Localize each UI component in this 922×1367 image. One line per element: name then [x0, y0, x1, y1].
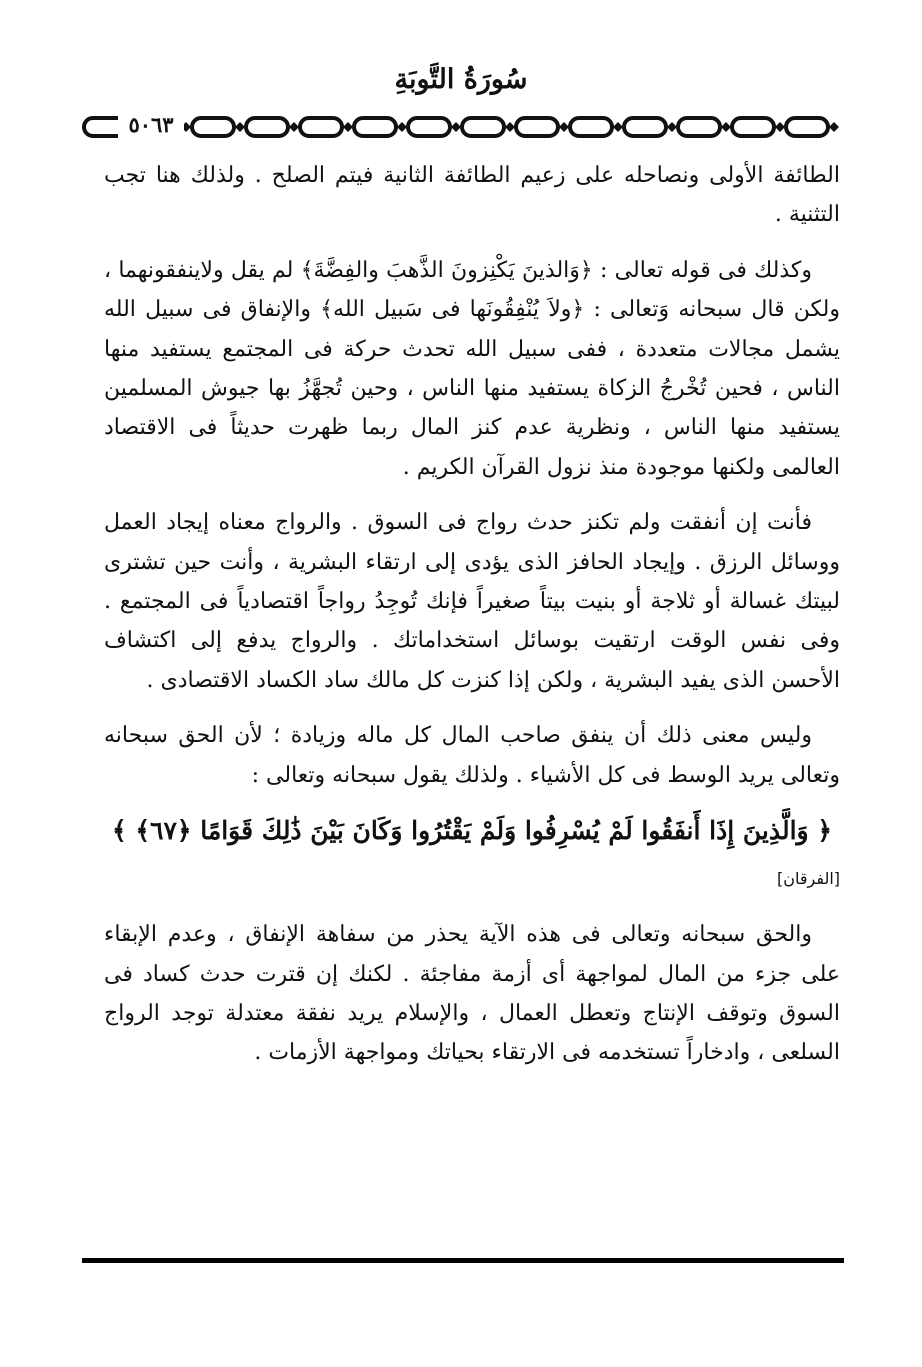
- ornament-diamond: [289, 122, 299, 132]
- ornament-diamond: [505, 122, 515, 132]
- ornament-diamond: [343, 122, 353, 132]
- paragraph-4: وليس معنى ذلك أن ينفق صاحب المال كل ماله وزيادة ؛ لأن الحق سبحانه وتعالى يريد الوسط فى كل الأشياء . ولذلك يقول سبحانه وتعالى :: [104, 723, 840, 788]
- paragraph-1: الطائفة الأولى ونصاحله على زعيم الطائفة الثانية فيتم الصلح . ولذلك هنا تجب التثنية .: [104, 163, 840, 228]
- ornament-diamond: [667, 122, 677, 132]
- footer-rule: [82, 1258, 844, 1263]
- ornament-link: [192, 118, 234, 136]
- ornament-diamond: [451, 122, 461, 132]
- ornament-link: [732, 118, 774, 136]
- ornamental-border: [82, 112, 844, 142]
- ornament-link: [354, 118, 396, 136]
- ornament-diamond: [613, 122, 623, 132]
- ornament-diamond: [829, 122, 839, 132]
- ornament-link: [570, 118, 612, 136]
- ornament-link: [300, 118, 342, 136]
- ornament-diamond: [559, 122, 569, 132]
- quran-verse: ﴿ وَالَّذِينَ إِذَا أَنفَقُوا لَمْ يُسْرِفُوا وَلَمْ يَقْتُرُوا وَكَانَ بَيْنَ ذَٰلِكَ قَوَامًا ﴿٦٧﴾ ﴾: [112, 816, 832, 846]
- ornament-link: [516, 118, 558, 136]
- verse-source: [الفرقان]: [777, 869, 840, 889]
- ornament-link: [678, 118, 720, 136]
- paragraph-5: والحق سبحانه وتعالى فى هذه الآية يحذر من سفاهة الإنفاق ، وعدم الإبقاء على جزء من المال لمواجهة أى أزمة مفاجئة . لكنك إن قترت حدث كساد فى السوق وتوقف الإنتاج وتعطل العمال ، والإسلام يريد نفقة معتدلة توجد الرواج السلعى ، وادخاراً تستخدمه فى الارتقاء بحياتك ومواجهة الأزمات .: [104, 922, 840, 1066]
- ornament-diamond: [721, 122, 731, 132]
- ornament-chain-icon: [82, 112, 844, 142]
- page-number: ٥٠٦٣: [118, 110, 184, 140]
- ornament-diamond: [235, 122, 245, 132]
- ornament-link: [624, 118, 666, 136]
- ornament-link: [246, 118, 288, 136]
- paragraph-3: فأنت إن أنفقت ولم تكنز حدث رواج فى السوق . والرواج معناه إيجاد العمل ووسائل الرزق . وإيجاد الحافز الذى يؤدى إلى ارتقاء البشرية ، وأنت حين تشترى لبيتك غسالة أو ثلاجة أو بنيت بيتاً صغيراً فإنك تُوجِدُ رواجاً اقتصادياً فى المجتمع . وفى نفس الوقت ارتقيت بوسائل استخداماتك . والرواج يدفع إلى اكتشاف الأحسن الذى يفيد البشرية ، ولكن إذا كنزت كل مالك ساد الكساد الاقتصادى .: [104, 510, 840, 693]
- page-body: [104, 156, 840, 1089]
- ornament-link: [408, 118, 450, 136]
- ornament-diamond: [775, 122, 785, 132]
- ornament-link: [462, 118, 504, 136]
- ornament-link: [786, 118, 828, 136]
- surah-title: سُورَةُ التَّوبَةِ: [394, 64, 528, 95]
- paragraph-2: وكذلك فى قوله تعالى : ﴿وَالذينَ يَكْنِزونَ الذَّهبَ والفِضَّةَ﴾ لم يقل ولاينفقونهما ، ولكن قال سبحانه وَتعالى : ﴿ولاَ يُنْفِقُونَها فى سَبيل الله﴾ والإنفاق فى سبيل الله يشمل مجالات متعددة ، ففى سبيل الله تحدث حركة فى المجتمع يستفيد منها الناس ، فحين تُخْرجُ الزكاة يستفيد منها الناس ، وحين تُجهَّزُ بها جيوش المسلمين يستفيد منها الناس ، ونظرية عدم كنز المال ربما ظهرت حديثاً فى الاقتصاد العالمى ولكنها موجودة منذ نزول القرآن الكريم .: [104, 257, 840, 480]
- ornament-diamond: [397, 122, 407, 132]
